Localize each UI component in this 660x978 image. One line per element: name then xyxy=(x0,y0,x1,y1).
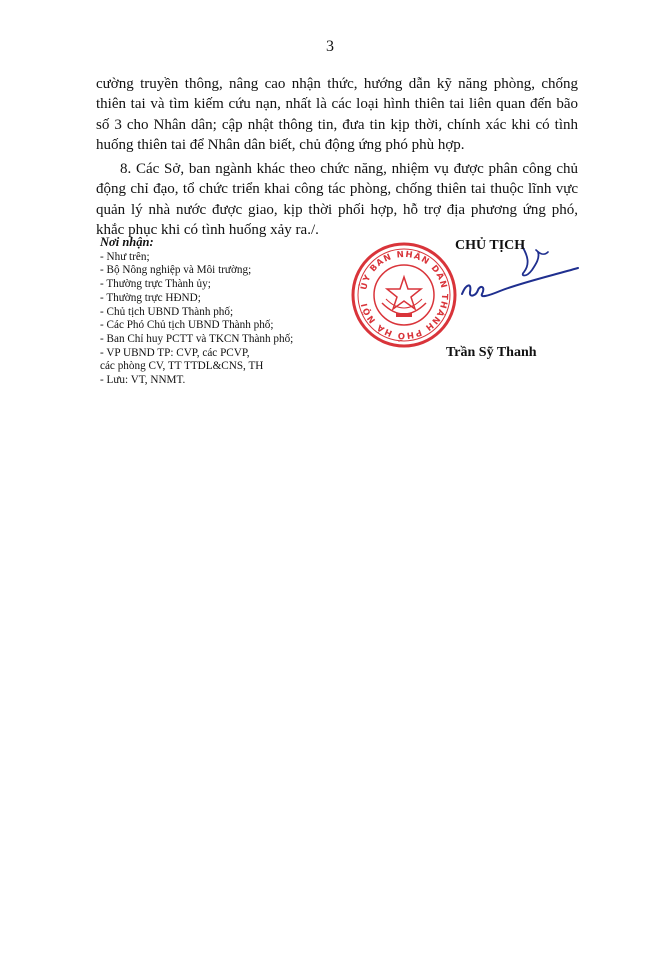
recipient-item: - Lưu: VT, NNMT. xyxy=(100,374,186,387)
recipient-item: - VP UBND TP: CVP, các PCVP, các phòng CV, TT TTDL&CNS, TH xyxy=(100,346,264,373)
paragraph-item-8: 8. Các Sở, ban ngành khác theo chức năng, nhiệm vụ được phân công chủ động chỉ đạo, tổ chức triển khai công tác phòng, chống thiên tai thuộc lĩnh vực quản lý nhà nước được giao, kịp thời phối hợp, hỗ trợ địa phương ứng phó, khắc phục khi có tình huống xảy ra./. xyxy=(96,161,578,239)
recipient-item: - Bộ Nông nghiệp và Môi trường; xyxy=(100,264,252,277)
recipient-item: - Chủ tịch UBND Thành phố; xyxy=(100,305,234,318)
signer-title: CHỦ TỊCH xyxy=(455,238,526,253)
recipients-block xyxy=(100,236,360,388)
document-body xyxy=(96,74,578,240)
recipients-list xyxy=(100,251,360,388)
paragraph-continuation: cường truyền thông, nâng cao nhận thức, hướng dẫn kỹ năng phòng, chống thiên tai và tìm kiếm cứu nạn, nhất là các loại hình thiên tai liên quan đến bão số 3 cho Nhân dân; cập nhật thông tin, đưa tin kịp thời, chính xác khi có tình huống thiên tai để Nhân dân biết, chủ động ứng phó phù hợp. xyxy=(96,76,578,153)
recipient-item: - Các Phó Chủ tịch UBND Thành phố; xyxy=(100,319,274,332)
recipient-item: - Thường trực Thành ủy; xyxy=(100,278,211,291)
svg-text:ỦY BAN NHÂN DÂN THÀNH PHỐ HÀ N: ỦY BAN NHÂN DÂN THÀNH PHỐ HÀ NỘI xyxy=(359,249,450,341)
recipient-item: - Thường trực HĐND; xyxy=(100,291,201,304)
recipient-item: - Như trên; xyxy=(100,250,150,263)
signer-name: Trần Sỹ Thanh xyxy=(446,345,537,360)
recipients-title: Nơi nhận: xyxy=(100,235,154,249)
page-number: 3 xyxy=(326,38,334,55)
recipient-item: - Ban Chỉ huy PCTT và TKCN Thành phố; xyxy=(100,332,294,345)
